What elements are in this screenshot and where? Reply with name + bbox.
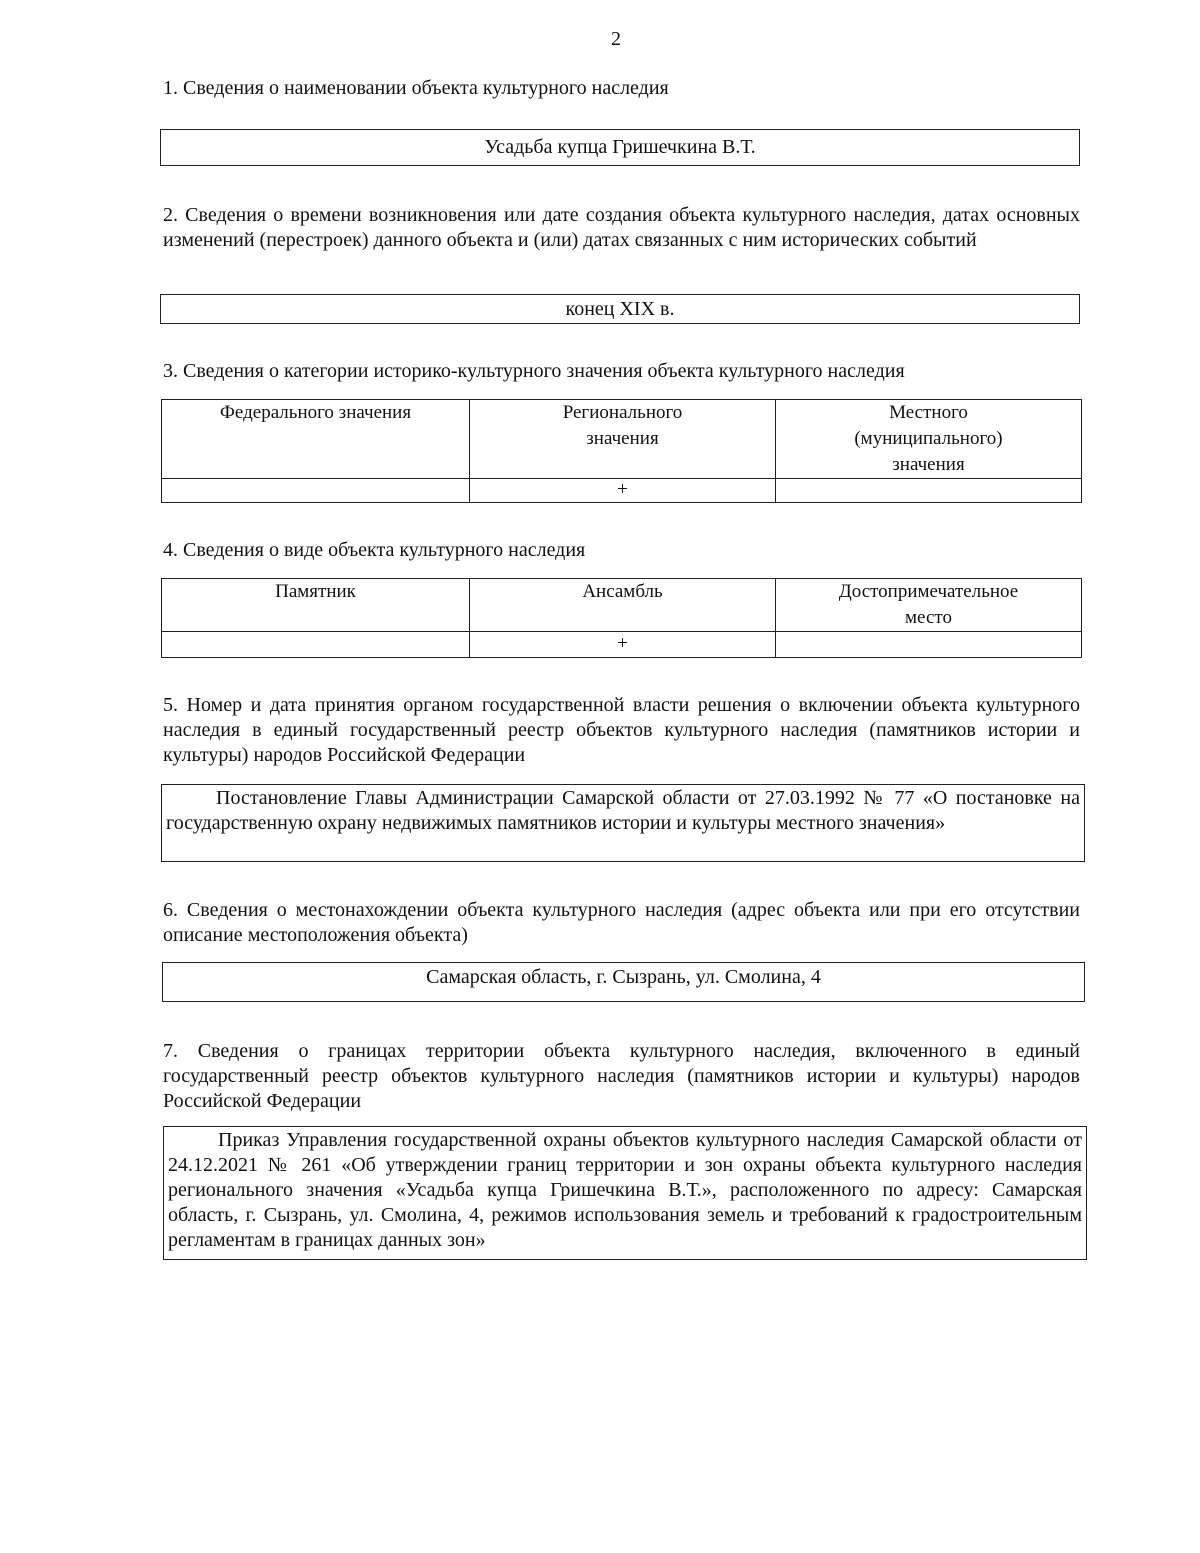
category-mark-row — [162, 479, 1082, 503]
territory-boundaries-value: Приказ Управления государственной охраны объектов культурного наследия Самарской области от 24.12.2021 № 261 «Об утверждении границ территории и зон охраны объекта культурного наследия регионального значения «Усадьба купца Гришечкина В.Т.», расположенного по адресу: Самарская область, г. Сызрань, ул. Смолина, 4, режимов использования земель и требований к градостроительным регламентам в границах данных зон» — [168, 1129, 1082, 1251]
category-header-row — [162, 400, 1082, 479]
category-table — [161, 399, 1082, 503]
type-landmark-mark — [776, 632, 1082, 658]
type-monument-mark — [162, 632, 470, 658]
registry-decision-value: Постановление Главы Администрации Самарской области от 27.03.1992 № 77 «О постановке на государственную охрану недвижимых памятников истории и культуры местного значения» — [166, 787, 1080, 834]
section-4-heading: 4. Сведения о виде объекта культурного наследия — [163, 539, 586, 561]
section-3-heading: 3. Сведения о категории историко-культурного значения объекта культурного наследия — [163, 360, 905, 382]
creation-date-box — [160, 294, 1080, 324]
object-name-value: Усадьба купца Гришечкина В.Т. — [484, 136, 756, 158]
category-federal-header: Федерального значения — [162, 400, 470, 479]
category-regional-header: Регионального значения — [470, 400, 776, 479]
type-table — [161, 578, 1082, 658]
section-6-heading: 6. Сведения о местонахождении объекта культурного наследия (адрес объекта или при его отсутствии описание местоположения объекта) — [163, 899, 1080, 946]
type-ensemble-mark: + — [470, 632, 776, 658]
type-mark-row — [162, 632, 1082, 658]
type-landmark-header: Достопримечательное место — [776, 579, 1082, 632]
address-box — [162, 962, 1085, 1002]
type-ensemble-header: Ансамбль — [470, 579, 776, 632]
address-value: Самарская область, г. Сызрань, ул. Смолина, 4 — [426, 965, 821, 988]
category-federal-mark — [162, 479, 470, 503]
category-local-mark — [776, 479, 1082, 503]
section-5-heading: 5. Номер и дата принятия органом государственной власти решения о включении объекта культурного наследия в единый государственный реестр объектов культурного наследия (памятников истории и культуры) народов Российской Федерации — [163, 694, 1080, 766]
object-name-box — [160, 129, 1080, 166]
page-number: 2 — [611, 28, 621, 50]
section-7-heading: 7. Сведения о границах территории объекта культурного наследия, включенного в единый государственный реестр объектов культурного наследия (памятников истории и культуры) народов Российской Федерации — [163, 1040, 1080, 1112]
type-header-row — [162, 579, 1082, 632]
category-regional-mark: + — [470, 479, 776, 503]
creation-date-value: конец XIX в. — [565, 297, 675, 320]
category-local-header: Местного (муниципального) значения — [776, 400, 1082, 479]
registry-decision-box — [161, 784, 1085, 862]
territory-boundaries-box — [163, 1126, 1087, 1260]
section-1-heading: 1. Сведения о наименовании объекта культурного наследия — [163, 77, 669, 99]
type-monument-header: Памятник — [162, 579, 470, 632]
section-2-heading: 2. Сведения о времени возникновения или дате создания объекта культурного наследия, датах основных изменений (перестроек) данного объекта и (или) датах связанных с ним исторических событий — [163, 204, 1080, 251]
